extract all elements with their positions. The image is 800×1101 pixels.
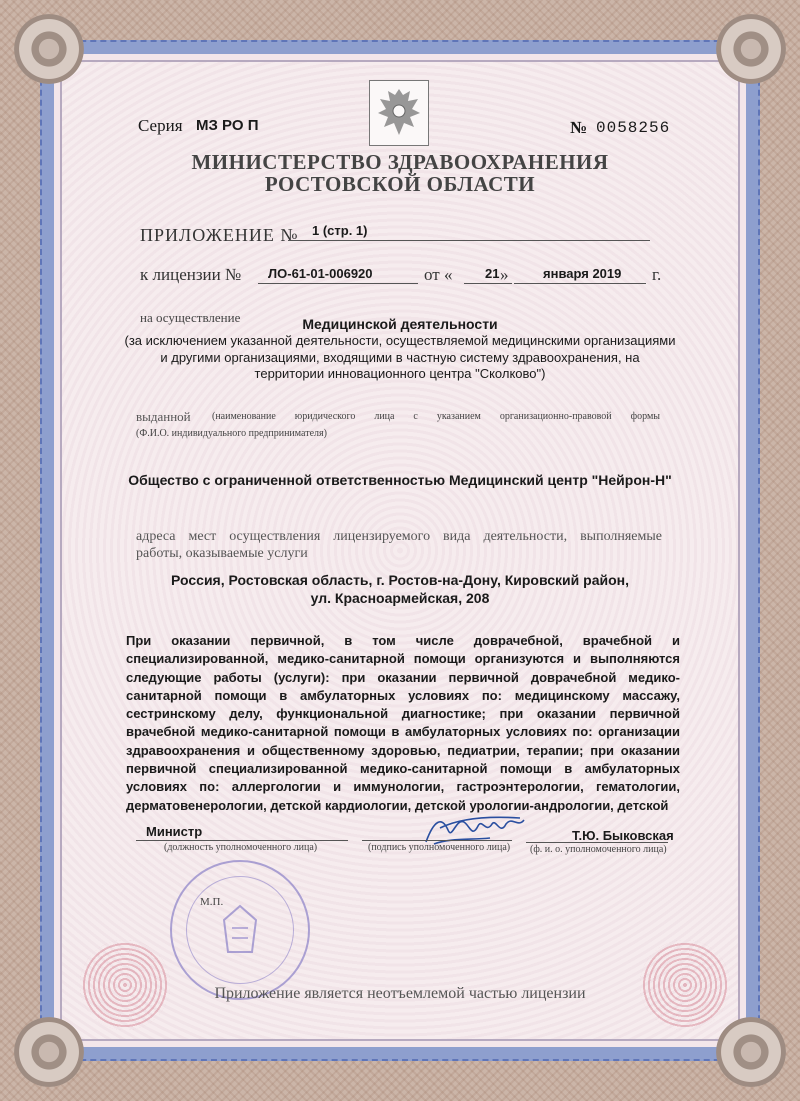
issued-hint2: (Ф.И.О. индивидуального предпринимателя) [136, 428, 327, 439]
activity-line3: территории инновационного центра "Сколково") [254, 366, 546, 381]
footer-note: Приложение является неотъемлемой частью лицензии [214, 985, 586, 1002]
activity-label: на осуществление [140, 310, 241, 325]
license-prefix: к лицензии № [140, 265, 242, 284]
activity-line1: (за исключением указанной деятельности, осуществляемой медицинскими организациями [124, 333, 676, 348]
position-hint: (должность уполномоченного лица) [164, 842, 318, 853]
year-suffix: г. [652, 265, 662, 284]
date-month-underline [514, 283, 646, 284]
form-number: 0058256 [596, 119, 671, 137]
services-line: При оказании первичной, в том числе доврачебной, врачебной и [126, 633, 680, 648]
ministry-title-line1: МИНИСТЕРСТВО ЗДРАВООХРАНЕНИЯ [191, 150, 609, 174]
signature-hint: (подпись уполномоченного лица) [368, 842, 511, 853]
date-day-close: » [500, 265, 509, 284]
services-line: специализированной, медико-санитарной помощи организуются и выполняются [126, 651, 680, 667]
services-line: сестринскому делу, функциональной диагностике; при оказании первичной [126, 706, 680, 722]
name-hint: (ф. и. о. уполномоченного лица) [530, 844, 667, 855]
services-line: следующие работы (услуги): при оказании первичной доврачебной медико- [126, 669, 680, 685]
address-line2: ул. Красноармейская, 208 [310, 590, 490, 606]
services-line: дерматовенерологии, детской кардиологии, детской урологии-андрологии, детской [126, 797, 669, 813]
date-day: 21 [485, 266, 500, 281]
appendix-label: ПРИЛОЖЕНИЕ № [140, 225, 299, 245]
issued-label: выданной [136, 409, 191, 424]
signer-position: Министр [146, 824, 203, 839]
corner-ornament-icon [716, 14, 786, 84]
corner-ornament-icon [716, 1017, 786, 1087]
appendix-number: 1 (стр. 1) [312, 223, 368, 238]
corner-ornament-icon [14, 14, 84, 84]
issued-hint1: (наименование юридического лица с указанием организационно-правовой формы [212, 411, 660, 422]
license-number-underline [258, 283, 418, 284]
signer-name: Т.Ю. Быковская [572, 828, 674, 843]
ministry-title-line2: РОСТОВСКОЙ ОБЛАСТИ [264, 172, 536, 196]
position-underline [136, 840, 348, 841]
stamp-place-label: М.П. [200, 896, 224, 908]
name-underline [526, 842, 668, 843]
activity-line2: и другими организациями, входящими в частную систему здравоохранения, на [160, 350, 640, 365]
address-label2: работы, оказываемые услуги [136, 546, 308, 561]
license-number: ЛО-61-01-006920 [268, 266, 373, 281]
activity-title: Медицинской деятельности [302, 316, 498, 332]
services-line: первичной специализированной медико-санитарной помощи в амбулаторных [126, 761, 680, 777]
services-line: санитарной помощи в амбулаторных условиях по: медицинскому массажу, [126, 687, 680, 703]
series-label: Серия [138, 116, 183, 135]
date-month-year: января 2019 [543, 266, 622, 281]
address-line1: Россия, Ростовская область, г. Ростов-на-Дону, Кировский район, [171, 572, 629, 588]
address-label1: адреса мест осуществления лицензируемого вида деятельности, выполняемые [136, 529, 662, 544]
services-line: врачебной медико-санитарной помощи в амбулаторных условиях по: организации [126, 724, 680, 740]
official-seal-icon [170, 860, 310, 1000]
organization-name: Общество с ограниченной ответственностью Медицинский центр "Нейрон-Н" [128, 472, 672, 488]
coat-of-arms-icon [369, 80, 429, 146]
series-value: МЗ РО П [196, 117, 259, 134]
services-line: условиях по: аллергологии и иммунологии, гастроэнтерологии, гематологии, [126, 779, 680, 795]
number-label: № [570, 118, 588, 137]
appendix-underline [288, 240, 650, 241]
services-line: здравоохранения и общественному здоровью, педиатрии, терапии; при оказании [126, 742, 680, 758]
corner-ornament-icon [14, 1017, 84, 1087]
date-from-label: от « [424, 265, 453, 284]
signature-underline [362, 840, 512, 841]
services-text [126, 632, 680, 815]
